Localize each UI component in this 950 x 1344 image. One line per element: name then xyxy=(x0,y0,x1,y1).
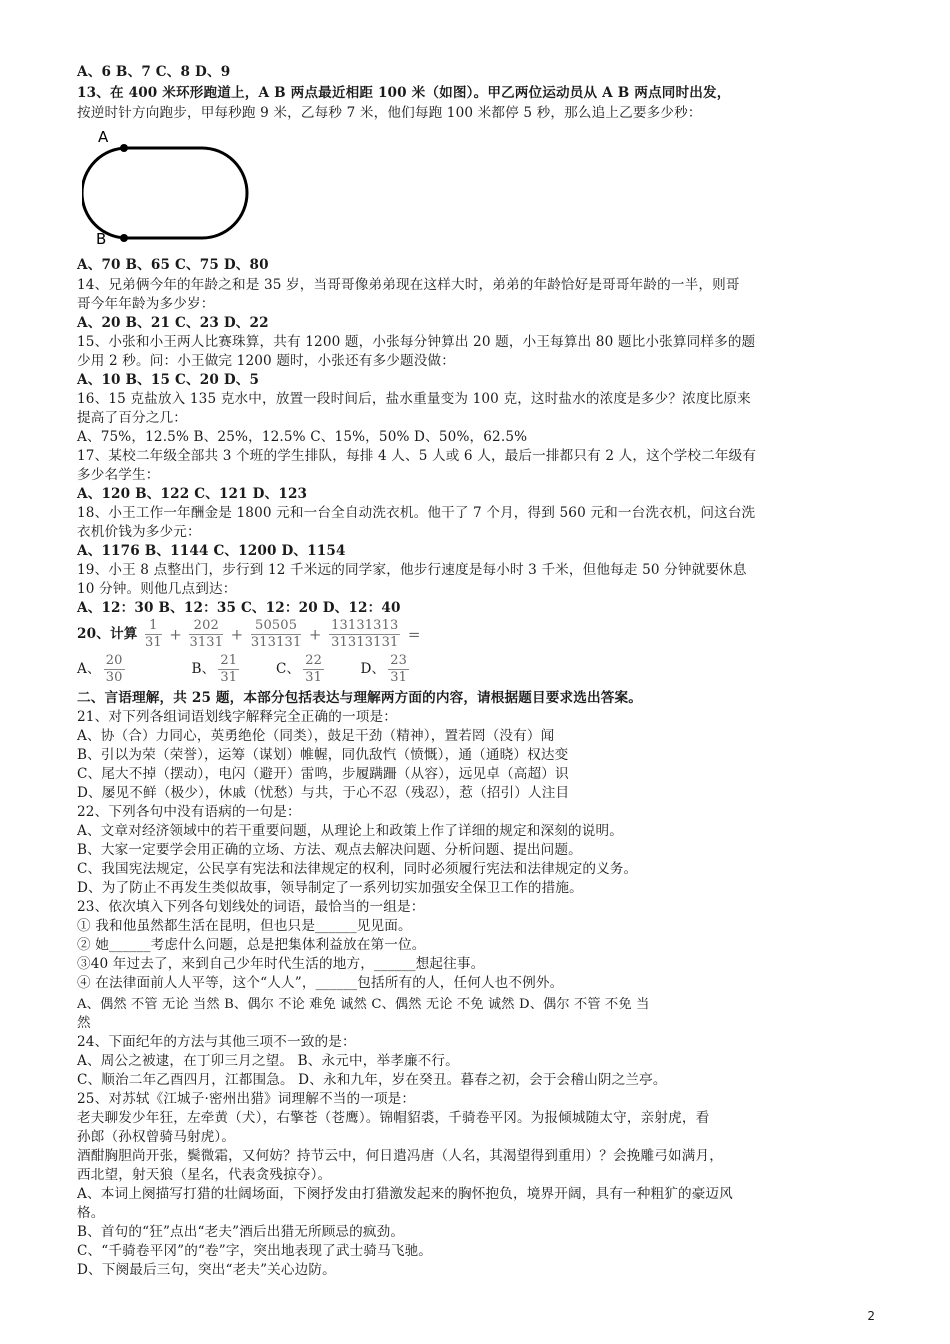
q20-stem xyxy=(77,617,877,653)
q20-options xyxy=(77,652,877,688)
q25-poem-line4: 西北望，射天狼（星名，代表贪残掠夺）。 xyxy=(77,1167,332,1183)
oval-track-diagram xyxy=(82,128,272,248)
q22-option-d: D、为了防止不再发生类似故事，领导制定了一系列切实加强安全保卫工作的措施。 xyxy=(77,880,583,896)
q23-sentence-4: ④ 在法律面前人人平等，这个“人人”，______包括所有的人，任何人也不例外。 xyxy=(77,975,564,991)
track-figure xyxy=(82,128,272,252)
plus-sign: + xyxy=(230,625,244,644)
q17-stem-line1: 17、某校二年级全部共 3 个班的学生排队，每排 4 人、5 人或 6 人，最后一排都只有 2 人，这个学校二年级有 xyxy=(77,448,757,464)
q25-option-a-wrap: 格。 xyxy=(77,1205,105,1221)
q16-stem-line1: 16、15 克盐放入 135 克水中，放置一段时间后，盐水重量变为 100 克，这时盐水的浓度是多少？浓度比原来 xyxy=(77,391,751,407)
q24-stem: 24、下面纪年的方法与其他三项不一致的是： xyxy=(77,1034,356,1050)
q23-options-wrap: 然 xyxy=(77,1015,91,1031)
q18-stem-line1: 18、小王工作一年酬金是 1800 元和一台全自动洗衣机。他干了 7 个月，得到 560 元和一台洗衣机，问这台洗 xyxy=(77,505,756,521)
q15-options: A、10 B、15 C、20 D、5 xyxy=(77,372,260,388)
q15-stem-line2: 少用 2 秒。问：小王做完 1200 题时，小张还有多少题没做： xyxy=(77,353,455,369)
q19-stem-line2: 10 分钟。则他几点到达： xyxy=(77,581,237,597)
q22-option-c: C、我国宪法规定，公民享有宪法和法律规定的权利，同时必须履行宪法和法律规定的义务。 xyxy=(77,861,638,877)
q20-fraction-3: $\frac{50505}{313131}$ xyxy=(250,618,302,650)
q17-options: A、120 B、122 C、121 D、123 xyxy=(77,486,308,502)
q21-stem: 21、对下列各组词语划线字解释完全正确的一项是： xyxy=(77,709,397,725)
q17-stem-line2: 多少名学生： xyxy=(77,467,160,483)
q25-option-b: B、首句的“狂”点出“老夫”酒后出猎无所顾忌的疯劲。 xyxy=(77,1224,405,1240)
q20-option-c: C、 $\frac{22}{31}$ xyxy=(275,653,323,685)
point-b-label: B xyxy=(96,230,107,248)
section-2-heading: 二、言语理解，共 25 题，本部分包括表达与理解两方面的内容，请根据题目要求选出答案。 xyxy=(77,690,642,706)
q20-option-d: D、 $\frac{23}{31}$ xyxy=(360,653,408,685)
q25-poem-line1: 老夫聊发少年狂，左牵黄（犬），右擎苍（苍鹰）。锦帽貂裘，千骑卷平冈。为报倾城随太守，亲射虎，看 xyxy=(77,1110,710,1126)
q14-options: A、20 B、21 C、23 D、22 xyxy=(77,315,269,331)
q20-option-b: B、 $\frac{21}{31}$ xyxy=(191,653,238,685)
q20-label: 20、计算 xyxy=(77,626,138,642)
point-a-marker xyxy=(120,144,128,152)
q23-stem: 23、依次填入下列各句划线处的词语，最恰当的一组是： xyxy=(77,899,425,915)
q25-poem-line2: 孙郎（孙权曾骑马射虎）。 xyxy=(77,1129,236,1145)
q16-options: A、75%，12.5% B、25%，12.5% C、15%，50% D、50%，62.5% xyxy=(77,429,528,445)
page-number: 2 xyxy=(867,1309,875,1323)
q20-fraction-2: $\frac{202}{3131}$ xyxy=(189,618,224,650)
q15-stem-line1: 15、小张和小王两人比赛珠算，共有 1200 题，小张每分钟算出 20 题，小王每算出 80 题比小张算同样多的题 xyxy=(77,334,756,350)
q25-option-d: D、下阕最后三句，突出“老夫”关心边防。 xyxy=(77,1262,336,1278)
plus-sign: + xyxy=(308,625,322,644)
q21-option-b: B、引以为荣（荣誉），运筹（谋划）帷幄，同仇敌忾（愤慨），通（通晓）权达变 xyxy=(77,747,569,763)
q22-option-b: B、大家一定要学会用正确的立场、方法、观点去解决问题、分析问题、提出问题。 xyxy=(77,842,582,858)
q20-fraction-1: $\frac{1}{31}$ xyxy=(144,618,162,650)
q14-stem-line1: 14、兄弟俩今年的年龄之和是 35 岁，当哥哥像弟弟现在这样大时，弟弟的年龄恰好是哥哥年龄的一半，则哥 xyxy=(77,277,740,293)
q25-poem-line3: 酒酣胸胆尚开张，鬓微霜，又何妨？持节云中，何日遣冯唐（人名，其渴望得到重用）？会挽雕弓如满月， xyxy=(77,1148,723,1164)
q20-fraction-4: $\frac{13131313}{31313131}$ xyxy=(331,618,399,650)
equals-sign: = xyxy=(407,625,421,644)
q24-options-cd: C、顺治二年乙酉四月，江都围急。 D、永和九年，岁在癸丑。暮春之初，会于会稽山阴之兰亭。 xyxy=(77,1072,667,1088)
q25-option-c: C、“千骑卷平冈”的“卷”字，突出地表现了武士骑马飞驰。 xyxy=(77,1243,433,1259)
q14-stem-line2: 哥今年年龄为多少岁： xyxy=(77,296,215,312)
q16-stem-line2: 提高了百分之几： xyxy=(77,410,187,426)
q13-options: A、70 B、65 C、75 D、80 xyxy=(77,257,269,273)
q18-options: A、1176 B、1144 C、1200 D、1154 xyxy=(77,543,346,559)
q24-options-ab: A、周公之被逮，在丁卯三月之望。 B、永元中，举孝廉不行。 xyxy=(77,1053,459,1069)
q23-sentence-2: ② 她______考虑什么问题，总是把集体利益放在第一位。 xyxy=(77,937,426,953)
q22-stem: 22、下列各句中没有语病的一句是： xyxy=(77,804,301,820)
track-outline xyxy=(82,148,247,238)
q23-options: A、偶然 不管 无论 当然 B、偶尔 不论 难免 诚然 C、偶然 无论 不免 诚然 D、偶尔 不管 不免 当 xyxy=(77,997,650,1012)
q21-option-c: C、尾大不掉（摆动），电闪（避开）雷鸣，步履蹒跚（从容），远见卓（高超）识 xyxy=(77,766,569,782)
q18-stem-line2: 衣机价钱为多少元： xyxy=(77,524,201,540)
q25-stem: 25、对苏轼《江城子·密州出猎》词理解不当的一项是： xyxy=(77,1091,416,1107)
q23-sentence-1: ① 我和他虽然都生活在昆明，但也只是______见见面。 xyxy=(77,918,412,934)
q23-sentence-3: ③40 年过去了，来到自己少年时代生活的地方，______想起往事。 xyxy=(77,956,485,972)
q13-stem-line2: 按逆时针方向跑步，甲每秒跑 9 米，乙每秒 7 米，他们每跑 100 米都停 5 秒，那么追上乙要多少秒： xyxy=(77,105,702,121)
q13-stem-line1: 13、在 400 米环形跑道上，A B 两点最近相距 100 米（如图）。甲乙两位运动员从 A B 两点同时出发， xyxy=(77,85,731,101)
q22-option-a: A、文章对经济领域中的若干重要问题，从理论上和政策上作了详细的规定和深刻的说明。 xyxy=(77,823,623,839)
q25-option-a: A、本词上阕描写打猎的壮阔场面，下阕抒发由打猎激发起来的胸怀抱负，境界开阔，具有一种粗犷的豪迈风 xyxy=(77,1186,733,1202)
point-b-marker xyxy=(120,234,128,242)
q12-options: A、6 B、7 C、8 D、9 xyxy=(77,64,231,80)
point-a-label: A xyxy=(98,128,109,146)
q21-option-a: A、协（合）力同心，英勇绝伦（同类），鼓足干劲（精神），置若罔（没有）闻 xyxy=(77,728,555,744)
q21-option-d: D、屡见不鲜（极少），休戚（忧愁）与共，于心不忍（残忍），惹（招引）人注目 xyxy=(77,785,570,801)
q20-option-a: A、 $\frac{20}{30}$ xyxy=(77,653,123,685)
q19-options: A、12：30 B、12：35 C、12：20 D、12：40 xyxy=(77,600,401,616)
plus-sign: + xyxy=(169,625,182,644)
q19-stem-line1: 19、小王 8 点整出门，步行到 12 千米远的同学家，他步行速度是每小时 3 千米，但他每走 50 分钟就要休息 xyxy=(77,562,747,578)
